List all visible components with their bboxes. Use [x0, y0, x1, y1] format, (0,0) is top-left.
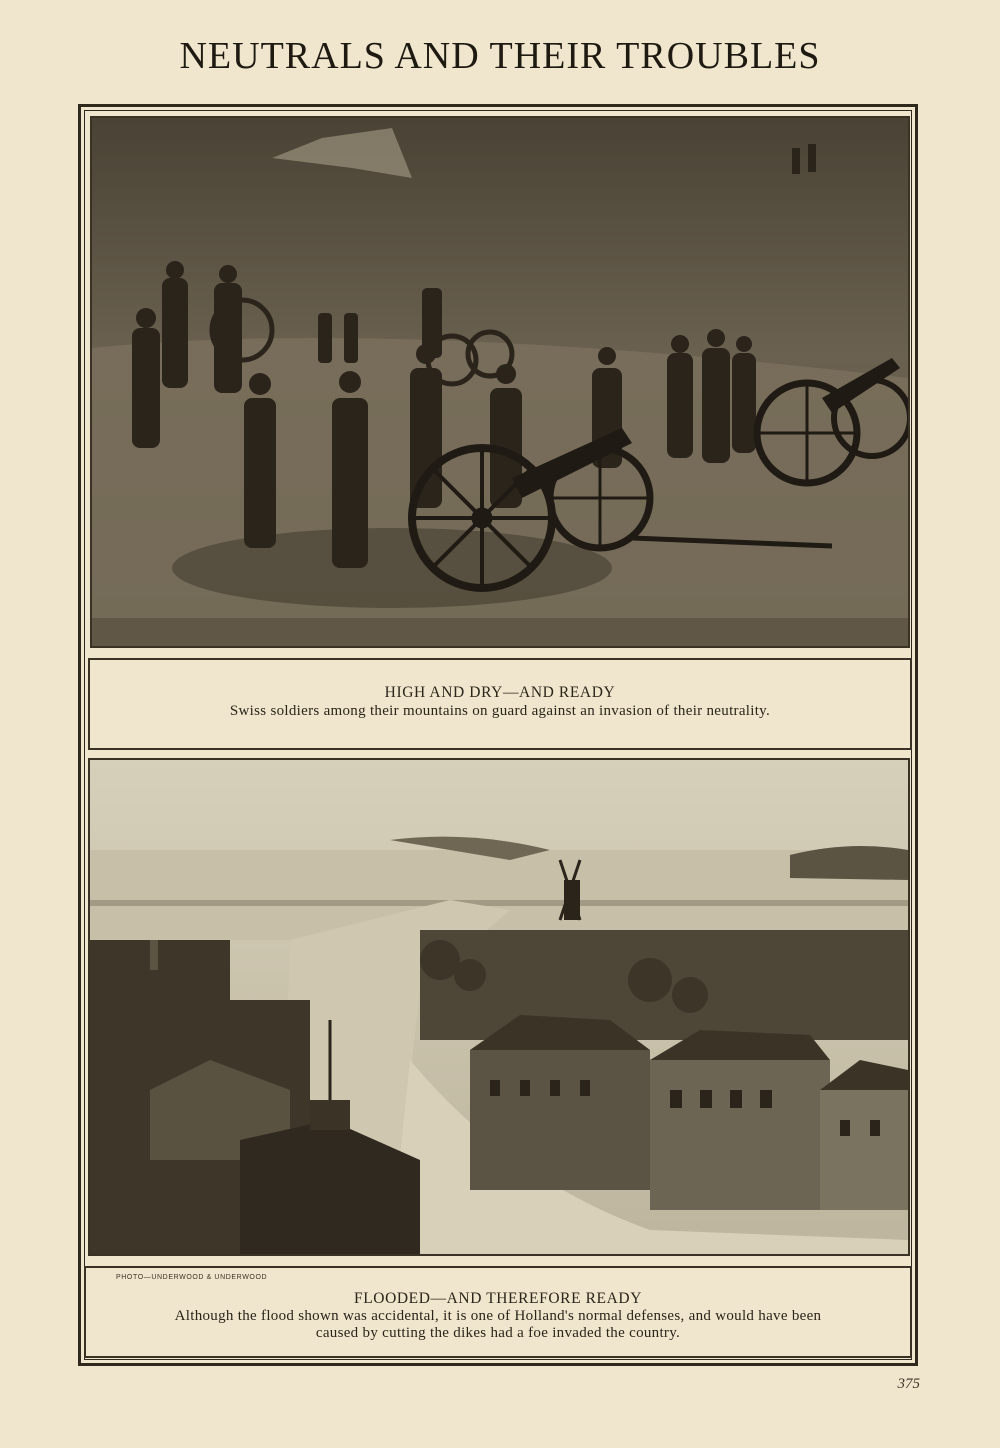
- page-number: 375: [897, 1376, 920, 1392]
- bottom-caption-box: [84, 1266, 912, 1358]
- top-caption-text: Swiss soldiers among their mountains on guard against an invasion of their neutrality.: [229, 703, 771, 719]
- photo-credit: PHOTO—UNDERWOOD & UNDERWOOD: [116, 1274, 268, 1281]
- top-caption-heading: HIGH AND DRY—AND READY: [384, 684, 616, 701]
- page-title: NEUTRALS AND THEIR TROUBLES: [179, 35, 821, 77]
- flooded-town-photo: [88, 758, 910, 1256]
- bottom-caption-line1: Although the flood shown was accidental, it is one of Holland's normal defenses, and would have been: [174, 1308, 822, 1324]
- bottom-caption-line2: caused by cutting the dikes had a foe invaded the country.: [315, 1325, 681, 1341]
- swiss-soldiers-photo: [90, 116, 910, 648]
- top-caption-box: [88, 658, 912, 750]
- bottom-caption-heading: FLOODED—AND THEREFORE READY: [353, 1290, 643, 1307]
